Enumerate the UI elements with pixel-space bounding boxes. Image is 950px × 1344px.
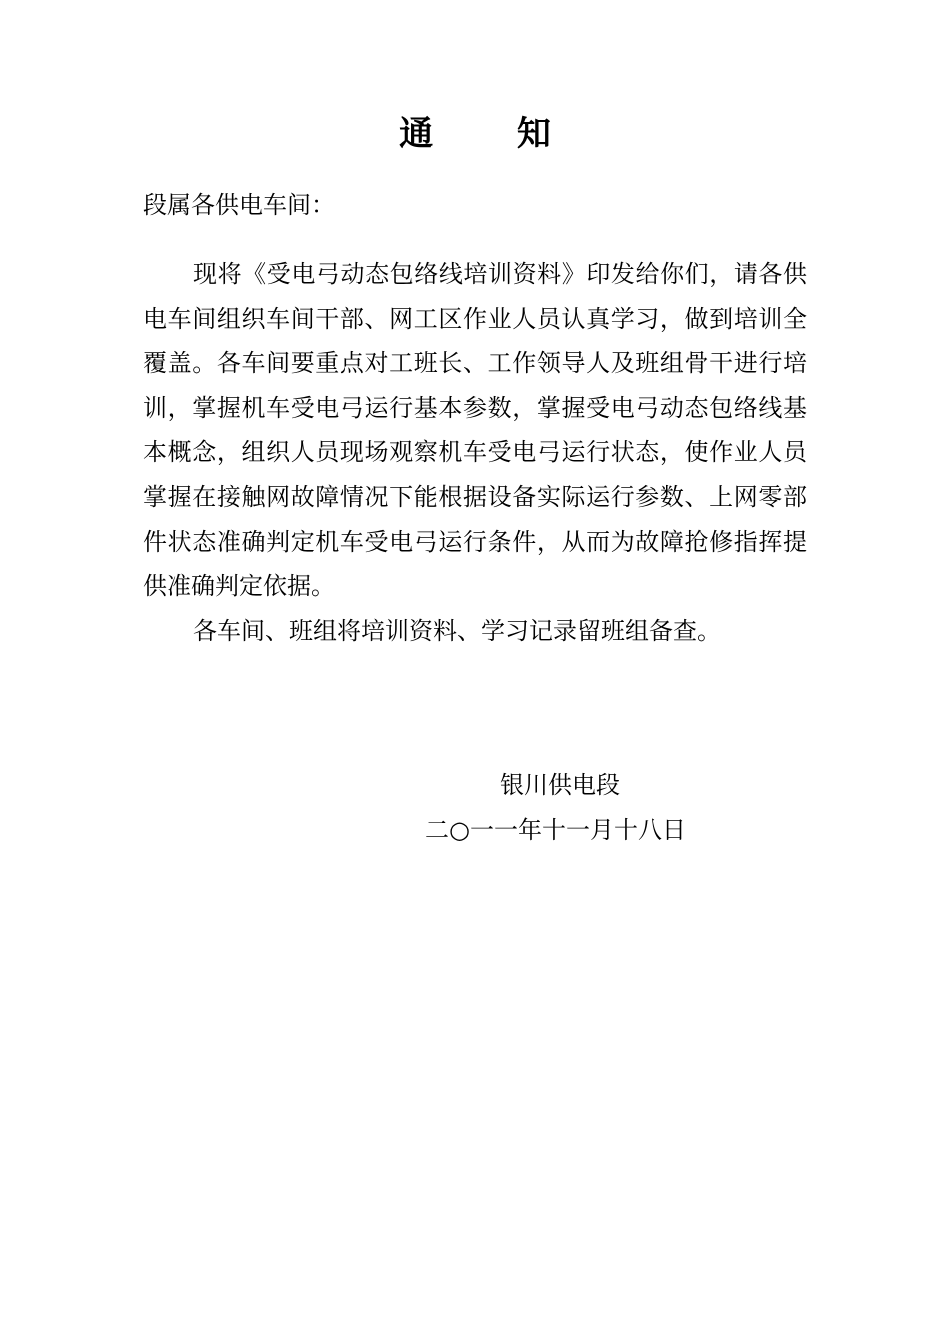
salutation: 段属各供电车间： bbox=[143, 191, 335, 219]
body-paragraph: 现将《受电弓动态包络线培训资料》印发给你们，请各供电车间组织车间干部、网工区作业人员认真学习，做到培训全覆盖。各车间要重点对工班长、工作领导人及班组骨干进行培训，掌握机车受电弓运行基本参数，掌握受电弓动态包络线基本概念，组织人员现场观察机车受电弓运行状态，使作业人员掌握在接触网故障情况下能根据设备实际运行参数、上网零部件状态准确判定机车受电弓运行条件，从而为故障抢修指挥提供准确判定依据。 bbox=[143, 260, 807, 601]
body-paragraph: 各车间、班组将培训资料、学习记录留班组备查。 bbox=[193, 617, 721, 645]
signature-organization: 银川供电段 bbox=[500, 771, 620, 799]
document-title: 通 知 bbox=[399, 114, 587, 154]
signature-date: 二○一一年十一月十八日 bbox=[425, 816, 686, 844]
